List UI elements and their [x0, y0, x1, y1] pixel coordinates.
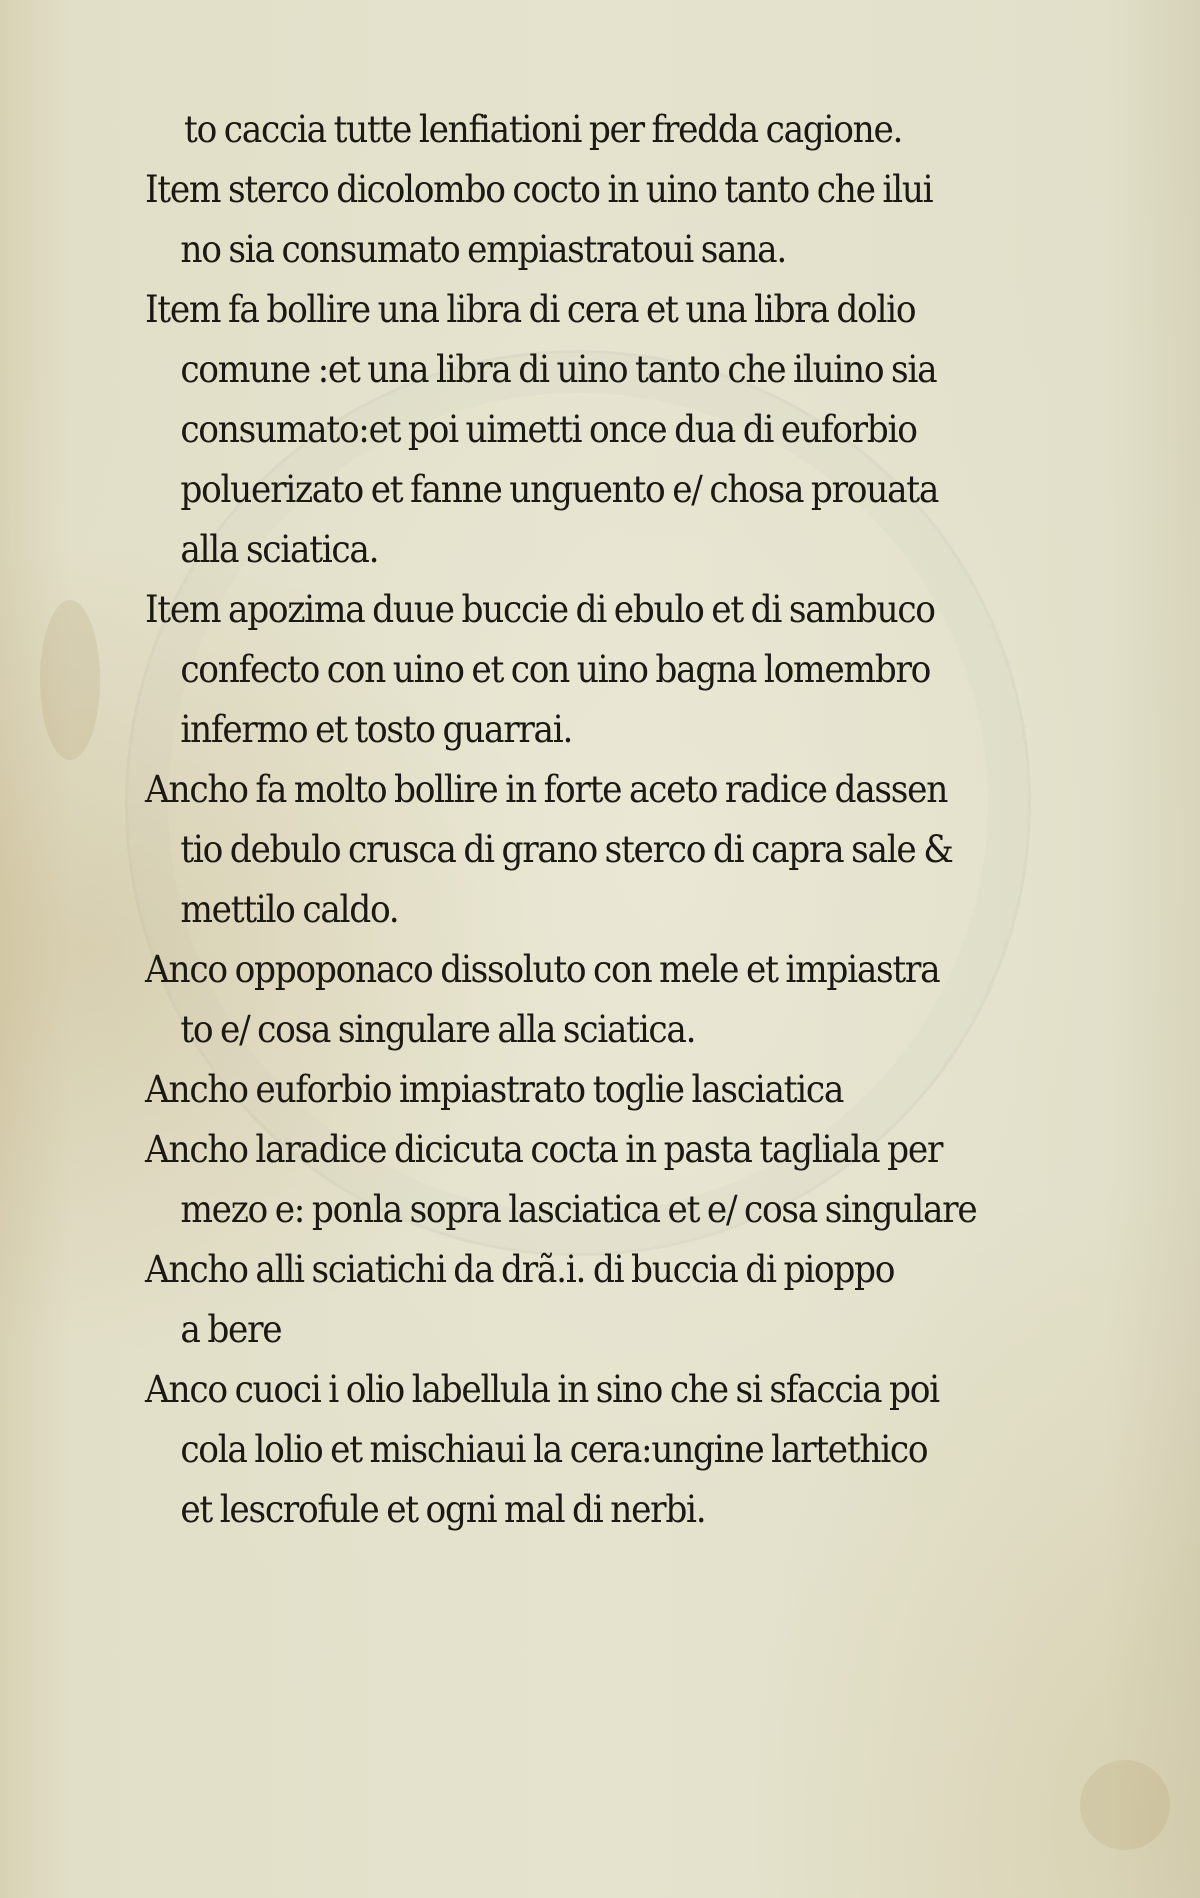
text-line: a bere: [180, 1308, 282, 1351]
text-line: to e/ cosa singulare alla sciatica.: [180, 1008, 696, 1051]
text-line: Anco oppoponaco dissoluto con mele et impiastra: [145, 948, 940, 991]
text-line: confecto con uino et con uino bagna lomembro: [180, 648, 931, 691]
text-line: tio debulo crusca di grano sterco di capra sale &: [180, 828, 953, 871]
text-line: Anco cuoci i olio labellula in sino che si sfaccia poi: [145, 1368, 939, 1411]
paper-stain: [40, 600, 100, 760]
text-line: Ancho laradice dicicuta cocta in pasta tagliala per: [145, 1128, 943, 1171]
text-block: [145, 100, 1066, 1540]
text-line: Ancho fa molto bollire in forte aceto radice dassen: [145, 768, 948, 811]
text-line: Item fa bollire una libra di cera et una libra dolio: [145, 288, 916, 331]
text-line: et lescrofule et ogni mal di nerbi.: [180, 1488, 706, 1531]
text-line: no sia consumato empiastratoui sana.: [180, 228, 786, 271]
paper-stain: [1080, 1760, 1170, 1850]
text-line: poluerizato et fanne unguento e/ chosa prouata: [180, 468, 939, 511]
text-line: Item sterco dicolombo cocto in uino tanto che ilui: [145, 168, 933, 211]
text-line: Ancho euforbio impiastrato toglie lasciatica: [145, 1068, 844, 1111]
text-line: alla sciatica.: [180, 528, 379, 571]
text-line: to caccia tutte lenfiationi per fredda cagione.: [184, 108, 903, 151]
text-line: mezo e: ponla sopra lasciatica et e/ cosa singulare: [180, 1188, 977, 1231]
text-line: Item apozima duue buccie di ebulo et di sambuco: [145, 588, 935, 631]
text-line: mettilo caldo.: [180, 888, 399, 931]
text-line: infermo et tosto guarrai.: [180, 708, 573, 751]
text-line: comune :et una libra di uino tanto che iluino sia: [180, 348, 937, 391]
text-line: consumato:et poi uimetti once dua di euforbio: [180, 408, 917, 451]
text-line: cola lolio et mischiaui la cera:ungine lartethico: [180, 1428, 928, 1471]
text-line: Ancho alli sciatichi da drã.i. di buccia di pioppo: [145, 1248, 895, 1291]
